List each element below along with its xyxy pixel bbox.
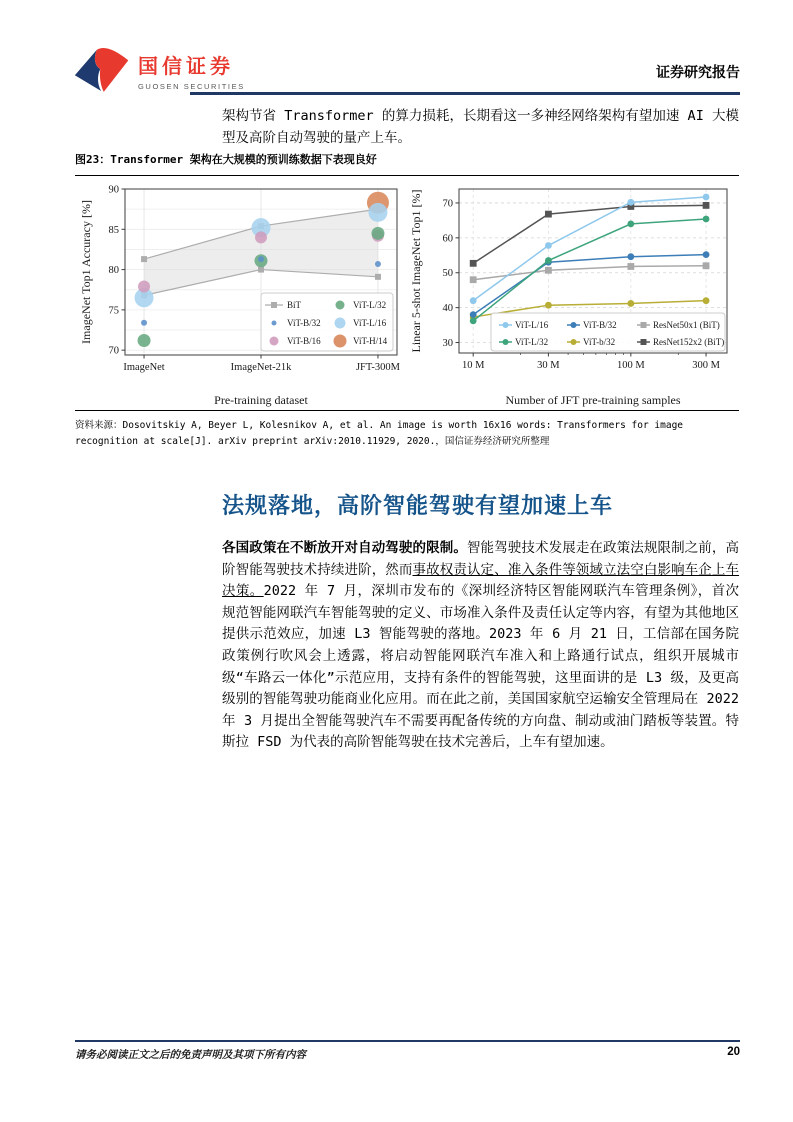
svg-text:70: 70 bbox=[442, 198, 453, 210]
svg-text:100 M: 100 M bbox=[616, 360, 645, 371]
svg-text:85: 85 bbox=[108, 224, 119, 236]
svg-text:40: 40 bbox=[442, 303, 453, 315]
guosen-logo-icon bbox=[74, 46, 130, 94]
header-rule bbox=[190, 92, 740, 95]
svg-text:ViT-H/14: ViT-H/14 bbox=[353, 336, 388, 346]
svg-text:ViT-L/32: ViT-L/32 bbox=[353, 300, 387, 310]
svg-text:JFT-300M: JFT-300M bbox=[355, 362, 400, 373]
svg-text:ImageNet: ImageNet bbox=[123, 362, 165, 373]
figure23 bbox=[75, 149, 739, 449]
svg-text:ResNet152x2 (BiT): ResNet152x2 (BiT) bbox=[653, 337, 725, 347]
svg-text:Pre-training dataset: Pre-training dataset bbox=[214, 393, 308, 407]
svg-text:ViT-L/16: ViT-L/16 bbox=[353, 318, 387, 328]
svg-text:90: 90 bbox=[108, 184, 119, 196]
figure23-body bbox=[75, 176, 739, 411]
svg-text:ImageNet Top1 Accuracy [%]: ImageNet Top1 Accuracy [%] bbox=[79, 200, 93, 344]
svg-text:60: 60 bbox=[442, 233, 453, 245]
svg-text:300 M: 300 M bbox=[692, 360, 720, 371]
svg-text:30 M: 30 M bbox=[537, 360, 560, 371]
svg-text:75: 75 bbox=[108, 305, 119, 317]
svg-text:80: 80 bbox=[108, 265, 119, 277]
intro-paragraph: 架构节省 Transformer 的算力损耗，长期看这一多神经网络架构有望加速 AI 大模型及高阶自动驾驶的量产上车。 bbox=[222, 108, 739, 146]
report-type-label: 证券研究报告 bbox=[656, 65, 740, 81]
svg-text:BiT: BiT bbox=[287, 300, 302, 310]
footer-rule bbox=[75, 1040, 740, 1042]
paragraph-text-1: 智能驾驶技术发展走在政策法规限制之前，高阶智能驾驶技术持续进阶，然而 bbox=[222, 540, 740, 578]
svg-text:ViT-b/32: ViT-b/32 bbox=[583, 337, 616, 347]
svg-text:ViT-B/32: ViT-B/32 bbox=[287, 318, 321, 328]
svg-text:ViT-B/16: ViT-B/16 bbox=[287, 336, 321, 346]
svg-text:70: 70 bbox=[108, 345, 119, 357]
figure23-caption: 图23：Transformer 架构在大规模的预训练数据下表现良好 bbox=[75, 149, 739, 176]
svg-text:30: 30 bbox=[442, 338, 453, 350]
svg-text:50: 50 bbox=[442, 268, 453, 280]
section-title: 法规落地，高阶智能驾驶有望加速上车 bbox=[222, 493, 614, 518]
figure23-left-chart bbox=[79, 179, 405, 407]
paragraph-bold-lead: 各国政策在不断放开对自动驾驶的限制。 bbox=[222, 540, 467, 556]
paragraph-underlined: 事故权责认定、准入条件等领域立法空白影响车企上车决策。 bbox=[222, 561, 740, 600]
svg-text:ImageNet-21k: ImageNet-21k bbox=[230, 362, 292, 373]
svg-text:ResNet50x1 (BiT): ResNet50x1 (BiT) bbox=[653, 320, 720, 330]
svg-text:ViT-L/32: ViT-L/32 bbox=[515, 337, 549, 347]
paragraph-text-2: 2022 年 7 月，深圳市发布的《深圳经济特区智能网联汽车管理条例》，首次规范智能网联汽车智能驾驶的定义、市场准入条件及责任认定等内容，有望为其他地区提供示范效应，加速 L3 智能驾驶的落地。2023 年 6 月 21 日，工信部在国务院政策例行吹风会上透露，将启动智能网联汽车准入和上路通行试点，组织开展城市级“车路云一体化”示范应用，支持有条件的智能驾驶，这里面讲的是 L3 级，及更高级别的智能驾驶功能商业化应用。而在此之前，美国国家航空运输安全管理局在 2022 年 3 月提出全智能驾驶汽车不需要再配备传统的方向盘、制动或油门踏板等装置。特斯拉 FSD 为代表的高阶智能驾驶在技术完善后，上车有望加速。 bbox=[222, 583, 739, 751]
brand-logo bbox=[74, 46, 245, 94]
svg-text:10 M: 10 M bbox=[461, 360, 485, 371]
svg-text:Number of JFT pre-training sam: Number of JFT pre-training samples bbox=[505, 393, 681, 407]
svg-text:ViT-B/32: ViT-B/32 bbox=[583, 320, 617, 330]
page-number: 20 bbox=[727, 1046, 740, 1058]
figure23-right-chart bbox=[409, 179, 735, 407]
svg-text:ViT-L/16: ViT-L/16 bbox=[515, 320, 549, 330]
figure23-source: 资料来源：Dosovitskiy A, Beyer L, Kolesnikov A, et al. An image is worth 16x16 words: Transformers for image recognition at scale[J]. arXiv preprint arXiv:2010.11929, 2020.，国信证券经济研究所整理 bbox=[75, 420, 684, 447]
svg-text:Linear 5-shot ImageNet Top1 [%: Linear 5-shot ImageNet Top1 [%] bbox=[409, 189, 423, 353]
brand-name-en: GUOSEN SECURITIES bbox=[138, 81, 245, 91]
footer-disclaimer: 请务必阅读正文之后的免责声明及其项下所有内容 bbox=[75, 1049, 306, 1061]
brand-name-cn: 国信证券 bbox=[138, 55, 234, 78]
section-paragraph bbox=[222, 538, 739, 754]
